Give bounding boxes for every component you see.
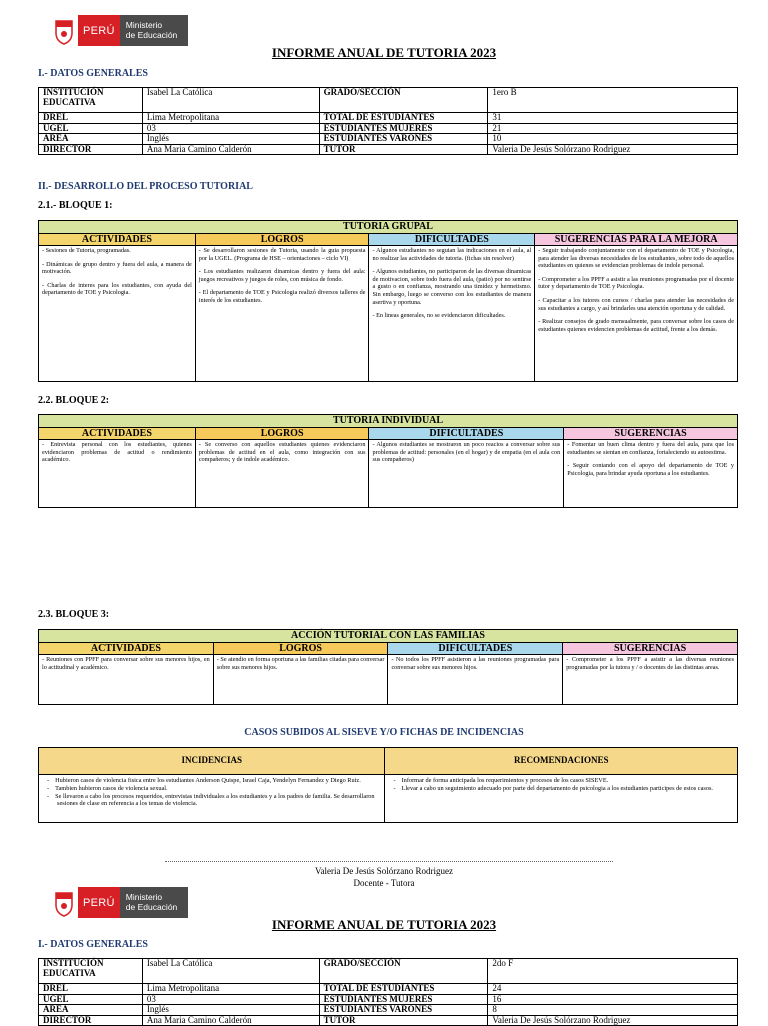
report-title: INFORME ANUAL DE TUTORIA 2023	[271, 45, 497, 60]
label-ugel: UGEL	[39, 123, 143, 134]
value-mujeres: 21	[488, 123, 738, 134]
list-item: - Se converso con aquellos estudiantes quienes evidenciaron problemas de actitud en el aula, como integración con sus compañeros; y de indole académico.	[199, 441, 366, 464]
logo-ministry	[120, 887, 188, 918]
bloque2-logros-cell	[195, 440, 369, 508]
logo-ministry-line2: de Educación	[125, 30, 178, 40]
value-total: 24	[488, 984, 738, 995]
label-institucion: INSTITUCIÓN EDUCATIVA	[39, 88, 143, 113]
bloque3-header-dificultades: DIFICULTADES	[388, 643, 563, 655]
list-item: - Seguir trabajando conjuntamente con el departamento de TOE y Psicologia, para atender las diversas necesidades de los estudiantes, sobre todo de aquellos estudiantes en quienes se evidencian problemas de indole personal.	[538, 247, 734, 270]
peru-coat-of-arms-icon	[52, 15, 76, 46]
siseve-header-recomendaciones: RECOMENDACIONES	[385, 748, 738, 775]
bloque2-header-actividades: ACTIVIDADES	[39, 428, 196, 440]
bloque2-table	[38, 414, 738, 508]
list-item: - Comprometer a los PPFF a asistir a las diversas reuniones programadas por la tutora y / o docentes de las distintas areas.	[566, 656, 734, 671]
general-data-table-page2	[38, 958, 738, 1026]
peru-coat-of-arms-icon	[52, 887, 76, 918]
list-item: - En lineas generales, no se evidenciaron dificultades.	[372, 312, 531, 320]
signature-role: Docente - Tutora	[353, 878, 415, 888]
list-item: - Seguir contando con el apoyo del departamento de TOE y Psicologia, para brindar ayuda oportuna a los estudiantes.	[567, 462, 734, 477]
value-varones: 10	[488, 134, 738, 145]
list-item: - Se llevaron a cabo los procesos requeridos, entrevistas individuales a los estudiantes y a los padres de familia. Se desarrollaron sesiones de clase en referencia a los temas de violencia.	[57, 793, 380, 809]
report-title-page2: INFORME ANUAL DE TUTORIA 2023	[271, 917, 497, 932]
siseve-recomendaciones-cell	[385, 775, 738, 823]
bloque3-band: ACCIÓN TUTORIAL CON LAS FAMILIAS	[39, 630, 738, 643]
label-director: DIRECTOR	[39, 144, 143, 155]
label-ugel: UGEL	[39, 994, 143, 1005]
logo-ministry	[120, 15, 188, 46]
signature-name: Valeria De Jesús Solórzano Rodriguez	[315, 866, 453, 876]
list-item: - El departamento de TOE y Psicologia realizó diversos talleres de interés de los estudiantes.	[199, 289, 366, 304]
bloque3-sugerencias-cell	[563, 655, 738, 705]
value-total: 31	[488, 113, 738, 124]
list-item: - Fomentar un buen clima dentro y fuera del aula, para que los estudiantes se sientan en confianza, fortaleciendo su autoestima.	[567, 441, 734, 456]
siseve-title: CASOS SUBIDOS AL SISEVE Y/O FICHAS DE INCIDENCIAS	[244, 727, 524, 738]
label-area: AREA	[39, 134, 143, 145]
bloque3-logros-cell	[213, 655, 388, 705]
list-item: - Informar de forma anticipada los requerimientos y procesos de los casos SISEVE.	[403, 777, 733, 785]
label-varones: ESTUDIANTES VARONES	[319, 134, 488, 145]
value-grado: 1ero B	[488, 88, 738, 113]
value-ugel: 03	[142, 123, 319, 134]
value-mujeres: 16	[488, 994, 738, 1005]
bloque1-logros-cell	[195, 246, 369, 382]
logo-ministry-line1: Ministerio	[125, 20, 163, 30]
label-area: AREA	[39, 1005, 143, 1016]
label-varones: ESTUDIANTES VARONES	[319, 1005, 488, 1016]
bloque1-heading: 2.1.- BLOQUE 1:	[38, 200, 113, 211]
bloque2-sugerencias-cell	[564, 440, 738, 508]
value-varones: 8	[488, 1005, 738, 1016]
logo-country: PERÚ	[78, 887, 120, 918]
logo-ministry-line2: de Educación	[125, 902, 178, 912]
list-item: - Realizar consejos de grado mensualmente, para conversar sobre los casos de estudiantes quienes evidencien problemas de actitud, frente a los demás.	[538, 318, 734, 333]
bloque3-dificultades-cell	[388, 655, 563, 705]
list-item: - Dinámicas de grupo dentro y fuera del aula, a manera de motivación.	[42, 261, 192, 276]
bloque3-header-logros: LOGROS	[213, 643, 388, 655]
general-data-table	[38, 87, 738, 155]
logo-country: PERÚ	[78, 15, 120, 46]
value-tutor: Valeria De Jesús Solórzano Rodriguez	[488, 144, 738, 155]
value-director: Ana Maria Camino Calderón	[142, 1015, 319, 1026]
value-institucion: Isabel La Católica	[142, 959, 319, 984]
bloque1-actividades-cell	[39, 246, 196, 382]
bloque3-header-actividades: ACTIVIDADES	[39, 643, 214, 655]
bloque1-sugerencias-cell	[535, 246, 738, 382]
label-director: DIRECTOR	[39, 1015, 143, 1026]
value-grado: 2do F	[488, 959, 738, 984]
minedu-logo-page2	[52, 887, 188, 918]
siseve-table	[38, 747, 738, 823]
value-institucion: Isabel La Católica	[142, 88, 319, 113]
bloque2-header-dificultades: DIFICULTADES	[369, 428, 564, 440]
list-item: - Sesiones de Tutoria, programadas.	[42, 247, 192, 255]
label-grado: GRADO/SECCIÓN	[319, 959, 488, 984]
value-area: Inglés	[142, 1005, 319, 1016]
value-area: Inglés	[142, 134, 319, 145]
label-mujeres: ESTUDIANTES MUJERES	[319, 123, 488, 134]
list-item: - Los estudiantes realizaron dinamicas dentro y fuera del aula: juegos recreativos y juegos de roles, con música de fondo.	[199, 268, 366, 283]
value-drel: Lima Metropolitana	[142, 113, 319, 124]
label-tutor: TUTOR	[319, 1015, 488, 1026]
list-item: - Entrevista personal con los estudiantes, quienes evidenciaron problemas de actitud o rendimiento académico.	[42, 441, 192, 464]
bloque2-header-sugerencias: SUGERENCIAS	[564, 428, 738, 440]
list-item: - Reuniones con PPFF para conversar sobre sus menores hijos, en lo actitudinal y académico.	[42, 656, 210, 671]
bloque2-actividades-cell	[39, 440, 196, 508]
bloque1-dificultades-cell	[369, 246, 535, 382]
value-tutor: Valeria De Jesús Solórzano Rodriguez	[488, 1015, 738, 1026]
section-desarrollo: II.- DESARROLLO DEL PROCESO TUTORIAL	[38, 181, 253, 192]
list-item: - Se atendio en forma oportuna a las familias citadas para conversar sobre sus menores hijos.	[217, 656, 385, 671]
bloque1-header-actividades: ACTIVIDADES	[39, 234, 196, 246]
bloque1-header-sugerencias: SUGERENCIAS PARA LA MEJORA	[535, 234, 738, 246]
list-item: - Algunos estudiantes se mostraron un poco reacios a conversar sobre sus problemas de actitud: personales (en el hogar) y de empatia (en el aula con sus compañeros)	[372, 441, 560, 464]
siseve-incidencias-cell	[39, 775, 385, 823]
label-drel: DREL	[39, 113, 143, 124]
section-datos-generales: I.- DATOS GENERALES	[38, 68, 148, 79]
bloque1-header-logros: LOGROS	[195, 234, 369, 246]
bloque1-table	[38, 220, 738, 382]
minedu-logo	[52, 15, 188, 46]
bloque3-table	[38, 629, 738, 705]
label-grado: GRADO/SECCIÓN	[319, 88, 488, 113]
bloque1-header-dificultades: DIFICULTADES	[369, 234, 535, 246]
logo-ministry-line1: Ministerio	[125, 892, 163, 902]
bloque1-band: TUTORIA GRUPAL	[39, 221, 738, 234]
siseve-header-incidencias: INCIDENCIAS	[39, 748, 385, 775]
label-total: TOTAL DE ESTUDIANTES	[319, 984, 488, 995]
list-item: - Algunos estudiantes no seguian las indicaciones en el aula, al no realizar las actividades de tutoria. (fichas sin resolver)	[372, 247, 531, 262]
list-item: - Charlas de interes para los estudiantes, con ayuda del departamento de TOE y Psicologia.	[42, 282, 192, 297]
bloque2-header-logros: LOGROS	[195, 428, 369, 440]
list-item: - Algunos estudiantes, no participaron de las diversas dinamicas de motivacion, sobre todo fuera del aula, (patio) por no sentirse a gusto o en confianza, mostrando una timidez y hermetismo. Sin embargo, luego se converso con los estudiantes de manera asertiva y oportuna.	[372, 268, 531, 306]
bloque3-heading: 2.3. BLOQUE 3:	[38, 609, 110, 620]
bloque2-heading: 2.2. BLOQUE 2:	[38, 395, 110, 406]
list-item: - Capacitar a los tutores con cursos / charlas para atender las necesidades de sus estudiantes a cargo, y así brindarles una atención oportuna y de calidad.	[538, 297, 734, 312]
signature-line	[165, 861, 613, 862]
section-datos-generales-page2: I.- DATOS GENERALES	[38, 939, 148, 950]
label-institucion: INSTITUCIÓN EDUCATIVA	[39, 959, 143, 984]
signature-block	[0, 865, 768, 889]
label-drel: DREL	[39, 984, 143, 995]
list-item: - Hubieron casos de violencia fisica entre los estudiantes Anderson Quispe, Israel Caja, Yendelyn Fernandez y Diego Ruiz.	[57, 777, 380, 785]
label-mujeres: ESTUDIANTES MUJERES	[319, 994, 488, 1005]
list-item: - Tambien hubieron casos de violencia sexual.	[57, 785, 380, 793]
label-total: TOTAL DE ESTUDIANTES	[319, 113, 488, 124]
list-item: - Se desarrollaron sesiones de Tutoria, usando la guia propuesta por la UGEL. (Programa de HSE – orientaciones – ciclo VI)	[199, 247, 366, 262]
list-item: - Llevar a cabo un seguimiento adecuado por parte del departamento de psicologia a los estudiantes participes de estos casos.	[403, 785, 733, 793]
value-drel: Lima Metropolitana	[142, 984, 319, 995]
bloque3-header-sugerencias: SUGERENCIAS	[563, 643, 738, 655]
bloque2-dificultades-cell	[369, 440, 564, 508]
list-item: - No todos los PPFF asistieron a las reuniones programadas para conversar sobre sus menores hijos.	[391, 656, 559, 671]
list-item: - Comprometer a los PPFF a asistir a las reuniones programadas por el docente tutor y departamento de TOE y Psicologia.	[538, 276, 734, 291]
bloque2-band: TUTORIA INDIVIDUAL	[39, 415, 738, 428]
value-director: Ana Maria Camino Calderón	[142, 144, 319, 155]
value-ugel: 03	[142, 994, 319, 1005]
bloque3-actividades-cell	[39, 655, 214, 705]
label-tutor: TUTOR	[319, 144, 488, 155]
